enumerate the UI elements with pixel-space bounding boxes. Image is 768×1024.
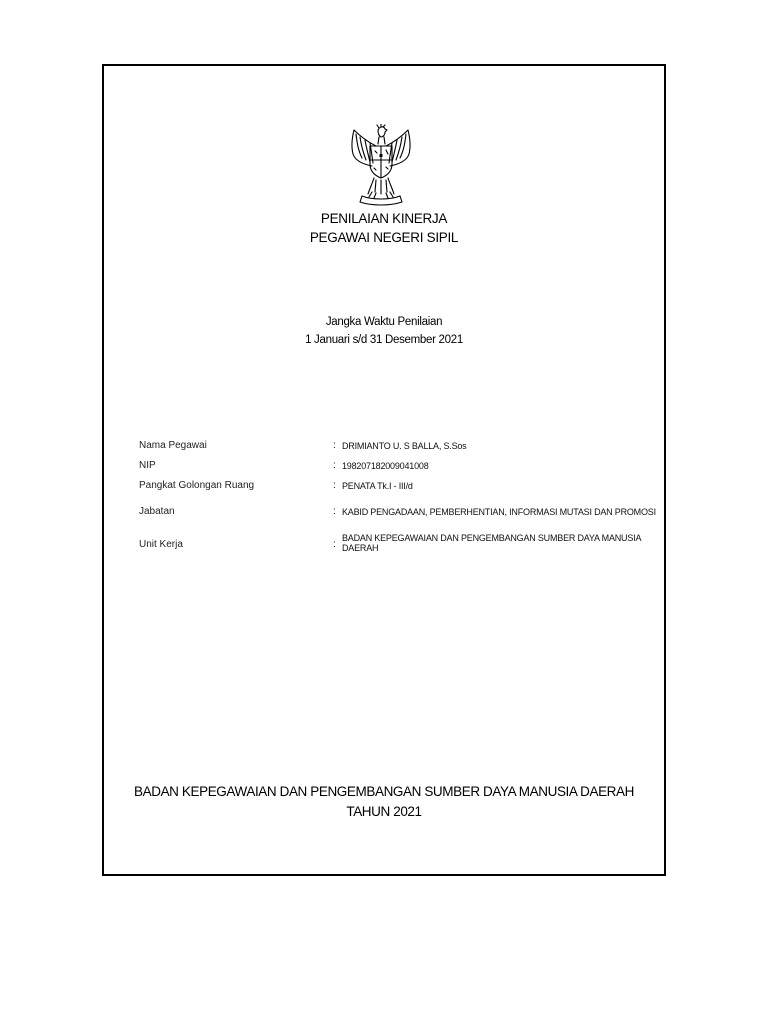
info-value-nama: DRIMIANTO U. S BALLA, S.Sos [342, 441, 467, 451]
info-label-pangkat: Pangkat Golongan Ruang [139, 480, 255, 491]
footer-agency: BADAN KEPEGAWAIAN DAN PENGEMBANGAN SUMBER DAYA MANUSIA DAERAH [134, 784, 634, 799]
info-colon: : [333, 506, 336, 517]
info-value-unit-kerja: BADAN KEPEGAWAIAN DAN PENGEMBANGAN SUMBER DAYA MANUSIA DAERAH [342, 533, 641, 553]
info-colon: : [333, 440, 336, 451]
info-value-jabatan: KABID PENGADAAN, PEMBERHENTIAN, INFORMASI MUTASI DAN PROMOSI [342, 507, 656, 517]
info-label-jabatan: Jabatan [139, 506, 175, 517]
info-colon: : [333, 539, 336, 550]
document-title-line1: PENILAIAN KINERJA [320, 211, 448, 226]
info-label-nama: Nama Pegawai [139, 440, 207, 451]
info-value-pangkat: PENATA Tk.I - III/d [342, 481, 413, 491]
period-value: 1 Januari s/d 31 Desember 2021 [305, 334, 463, 346]
info-colon: : [333, 460, 336, 471]
info-label-nip: NIP [139, 460, 156, 471]
document-title-line2: PEGAWAI NEGERI SIPIL [309, 230, 459, 245]
info-value-nip: 198207182009041008 [342, 461, 429, 471]
period-label: Jangka Waktu Penilaian [325, 316, 443, 328]
info-colon: : [333, 480, 336, 491]
footer-year: TAHUN 2021 [346, 804, 422, 819]
info-label-unit-kerja: Unit Kerja [139, 539, 183, 550]
garuda-emblem-icon [342, 124, 420, 206]
